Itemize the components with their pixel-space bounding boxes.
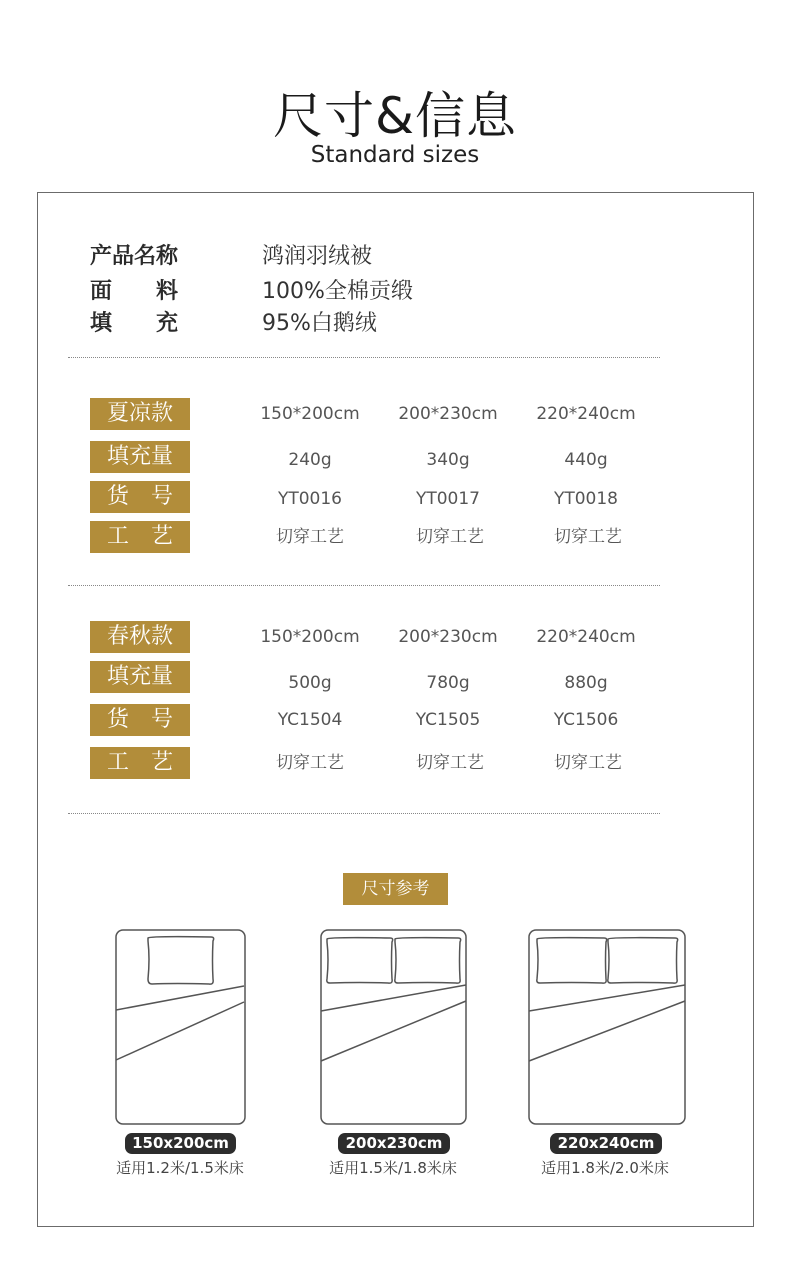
- summer-sku-cell: YT0017: [415, 489, 481, 509]
- summer-craft-tag: 工 艺: [90, 521, 190, 553]
- page-subtitle: Standard sizes: [310, 142, 480, 168]
- spring-size-cell: 200*230cm: [398, 627, 498, 647]
- spring-fill-cell: 780g: [426, 673, 470, 693]
- bed-size-badge: 220x240cm: [550, 1133, 662, 1154]
- info-label: 产品名称: [90, 244, 179, 269]
- bed-suitability-text: 适用1.8米/2.0米床: [541, 1159, 669, 1177]
- summer-size-cell: 200*230cm: [398, 404, 498, 424]
- summer-sku-cell: YT0018: [553, 489, 619, 509]
- spring-craft-tag: 工 艺: [90, 747, 190, 779]
- info-value: 95%白鹅绒: [262, 311, 377, 336]
- spring-fill-cell: 500g: [288, 673, 332, 693]
- dotted-divider: [68, 585, 660, 586]
- page-title: 尺寸&信息: [273, 87, 517, 145]
- bed-suitability-text: 适用1.5米/1.8米床: [329, 1159, 457, 1177]
- summer-fill-cell: 340g: [426, 450, 470, 470]
- summer-fill-cell: 240g: [288, 450, 332, 470]
- spring-sku-tag: 货 号: [90, 704, 190, 736]
- bed-illustration-single: [115, 929, 246, 1125]
- bed-illustration-double: [320, 929, 467, 1125]
- bed-size-badge: 200x230cm: [338, 1133, 450, 1154]
- spring-craft-cell: 切穿工艺: [554, 753, 622, 773]
- spring-sku-cell: YC1505: [415, 710, 481, 730]
- summer-fill-tag: 填充量: [90, 441, 190, 473]
- info-value: 100%全棉贡缎: [262, 279, 413, 304]
- summer-craft-cell: 切穿工艺: [554, 527, 622, 547]
- summer-sku-tag: 货 号: [90, 481, 190, 513]
- info-value: 鸿润羽绒被: [262, 244, 373, 269]
- dotted-divider: [68, 357, 660, 358]
- summer-tag: 夏凉款: [90, 398, 190, 430]
- summer-size-cell: 150*200cm: [260, 404, 360, 424]
- info-label: 填 充: [90, 311, 179, 336]
- spring-size-cell: 220*240cm: [536, 627, 636, 647]
- spring-sku-cell: YC1506: [553, 710, 619, 730]
- summer-fill-cell: 440g: [564, 450, 608, 470]
- spring-fill-cell: 880g: [564, 673, 608, 693]
- spring-size-cell: 150*200cm: [260, 627, 360, 647]
- bed-size-badge: 150x200cm: [125, 1133, 236, 1154]
- spring-craft-cell: 切穿工艺: [416, 753, 484, 773]
- bed-suitability-text: 适用1.2米/1.5米床: [116, 1159, 244, 1177]
- spring-sku-cell: YC1504: [277, 710, 343, 730]
- spring-tag: 春秋款: [90, 621, 190, 653]
- summer-size-cell: 220*240cm: [536, 404, 636, 424]
- spring-fill-tag: 填充量: [90, 661, 190, 693]
- summer-sku-cell: YT0016: [277, 489, 343, 509]
- bed-illustration-king: [528, 929, 686, 1125]
- summer-craft-cell: 切穿工艺: [416, 527, 484, 547]
- dotted-divider: [68, 813, 660, 814]
- spring-craft-cell: 切穿工艺: [276, 753, 344, 773]
- summer-craft-cell: 切穿工艺: [276, 527, 344, 547]
- info-label: 面 料: [90, 279, 179, 304]
- size-reference-tag: 尺寸参考: [343, 873, 448, 905]
